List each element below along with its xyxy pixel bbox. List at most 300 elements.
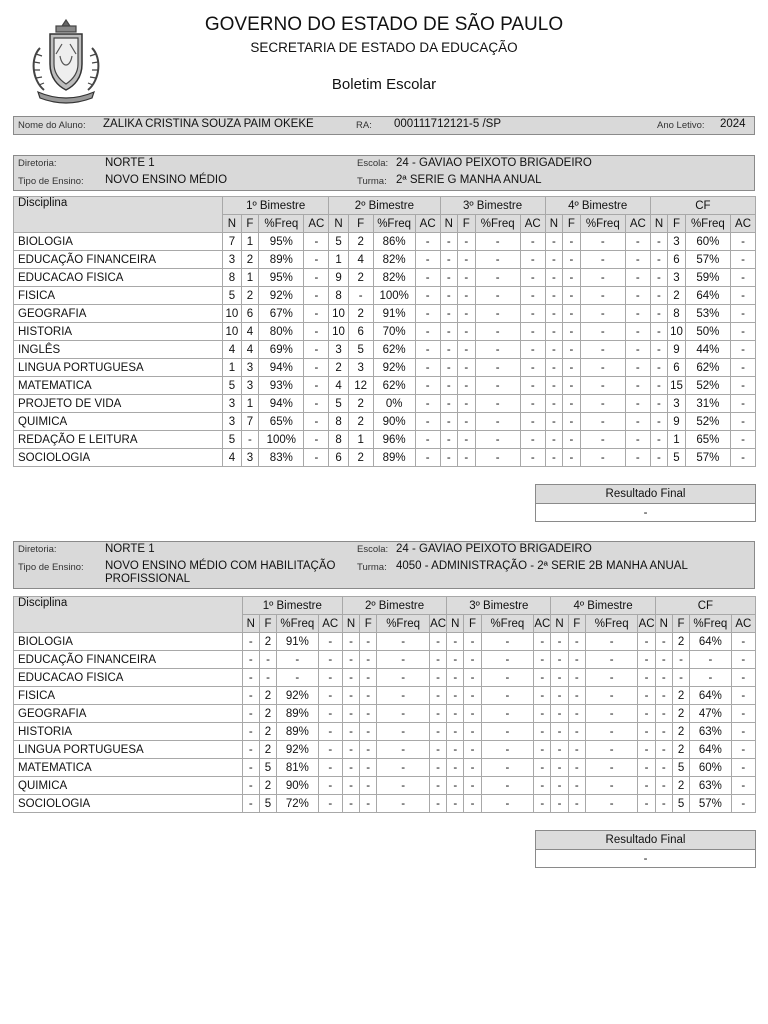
table-row: [14, 687, 756, 705]
grade-cell: -: [655, 669, 672, 687]
grade-cell: 10: [223, 323, 242, 341]
grade-cell: -: [545, 359, 563, 377]
grade-cell: 64%: [690, 687, 731, 705]
grade-cell: 8: [329, 431, 349, 449]
grade-cell: 2: [668, 287, 686, 305]
period-header: 4º Bimestre: [551, 597, 655, 615]
sub-column-header: AC: [731, 615, 755, 633]
sub-column-header: AC: [415, 215, 440, 233]
grade-cell: -: [580, 233, 625, 251]
grade-cell: -: [650, 413, 668, 431]
grade-cell: -: [447, 795, 464, 813]
grade-cell: -: [475, 269, 520, 287]
year-value: 2024: [720, 118, 746, 130]
grade-cell: 60%: [685, 233, 730, 251]
grade-cell: -: [440, 251, 458, 269]
grade-cell: -: [458, 395, 476, 413]
grade-cell: -: [348, 287, 373, 305]
grade-cell: -: [318, 651, 342, 669]
grade-cell: -: [731, 759, 755, 777]
table-row: [14, 323, 756, 341]
grade-cell: -: [568, 777, 585, 795]
grade-cell: -: [377, 741, 430, 759]
grade-cell: 6: [241, 305, 259, 323]
grade-cell: 2: [348, 305, 373, 323]
grade-cell: -: [377, 723, 430, 741]
grade-cell: -: [563, 449, 581, 467]
grade-cell: -: [545, 413, 563, 431]
grade-cell: 31%: [685, 395, 730, 413]
grade-cell: -: [568, 651, 585, 669]
grade-cell: -: [568, 669, 585, 687]
grade-cell: 91%: [373, 305, 415, 323]
discipline-header: Disciplina: [14, 597, 243, 633]
final-result-label: Resultado Final: [536, 831, 755, 850]
table-row: [14, 395, 756, 413]
grade-cell: 2: [259, 687, 276, 705]
grade-cell: -: [458, 233, 476, 251]
grade-cell: -: [545, 377, 563, 395]
grade-cell: 4: [223, 449, 242, 467]
grade-cell: 1: [241, 395, 259, 413]
grade-cell: -: [242, 633, 259, 651]
grade-cell: -: [481, 633, 534, 651]
table-row: [14, 251, 756, 269]
grade-cell: -: [360, 669, 377, 687]
grade-cell: 12: [348, 377, 373, 395]
grade-cell: -: [440, 287, 458, 305]
grade-cell: -: [447, 633, 464, 651]
grade-cell: 5: [668, 449, 686, 467]
grade-cell: 5: [329, 395, 349, 413]
grade-cell: -: [464, 723, 481, 741]
table-row: [14, 669, 756, 687]
grade-cell: 86%: [373, 233, 415, 251]
sub-column-header: N: [329, 215, 349, 233]
grade-cell: -: [242, 723, 259, 741]
student-name-label: Nome do Aluno:: [18, 120, 86, 131]
grade-cell: 3: [223, 413, 242, 431]
grade-cell: -: [625, 431, 650, 449]
grade-cell: -: [585, 723, 638, 741]
sub-column-header: F: [360, 615, 377, 633]
grade-cell: -: [429, 723, 446, 741]
grade-cell: -: [458, 413, 476, 431]
grade-cell: -: [650, 359, 668, 377]
grade-cell: -: [731, 251, 756, 269]
grade-cell: -: [731, 413, 756, 431]
discipline-name: QUIMICA: [14, 413, 223, 431]
grade-cell: -: [520, 323, 545, 341]
grade-cell: -: [585, 741, 638, 759]
sub-column-header: F: [563, 215, 581, 233]
grade-cell: -: [440, 323, 458, 341]
grade-cell: -: [638, 723, 655, 741]
tipo-ensino-label: Tipo de Ensino:: [18, 176, 84, 187]
sub-column-header: %Freq: [690, 615, 731, 633]
grade-cell: -: [731, 323, 756, 341]
grade-cell: 2: [672, 777, 689, 795]
grade-cell: -: [545, 233, 563, 251]
grade-cell: 2: [329, 359, 349, 377]
grade-cell: -: [585, 669, 638, 687]
grade-cell: -: [377, 633, 430, 651]
grade-cell: -: [464, 651, 481, 669]
grade-cell: -: [242, 777, 259, 795]
table-row: [14, 431, 756, 449]
period-header: CF: [650, 197, 755, 215]
grade-cell: -: [342, 777, 359, 795]
grade-cell: -: [464, 687, 481, 705]
grade-cell: -: [481, 723, 534, 741]
grade-cell: 4: [241, 341, 259, 359]
grade-cell: -: [475, 449, 520, 467]
grade-cell: -: [731, 669, 755, 687]
grade-cell: -: [475, 251, 520, 269]
sub-column-header: N: [447, 615, 464, 633]
grade-cell: -: [475, 377, 520, 395]
grade-cell: -: [563, 251, 581, 269]
grade-cell: -: [672, 669, 689, 687]
grade-cell: -: [563, 413, 581, 431]
grade-cell: -: [625, 287, 650, 305]
grade-cell: -: [650, 431, 668, 449]
grade-cell: -: [545, 341, 563, 359]
grade-cell: -: [342, 723, 359, 741]
grade-cell: -: [242, 795, 259, 813]
grades-table-2: [13, 596, 756, 813]
grade-cell: -: [534, 723, 551, 741]
grade-cell: -: [655, 777, 672, 795]
grade-cell: 64%: [690, 741, 731, 759]
grade-cell: 67%: [259, 305, 304, 323]
grade-cell: -: [458, 305, 476, 323]
grade-cell: -: [545, 305, 563, 323]
tipo-ensino-label: Tipo de Ensino:: [18, 562, 84, 573]
escola-value: 24 - GAVIAO PEIXOTO BRIGADEIRO: [396, 543, 592, 555]
grade-cell: -: [731, 795, 755, 813]
grade-cell: -: [475, 395, 520, 413]
grade-cell: 9: [668, 341, 686, 359]
grade-cell: 3: [223, 395, 242, 413]
grade-cell: -: [447, 777, 464, 795]
grade-cell: -: [242, 741, 259, 759]
sub-column-header: F: [672, 615, 689, 633]
grade-cell: -: [563, 233, 581, 251]
grade-cell: -: [318, 705, 342, 723]
grade-cell: -: [650, 233, 668, 251]
grade-cell: 2: [672, 633, 689, 651]
grade-cell: 15: [668, 377, 686, 395]
period-header: 1º Bimestre: [242, 597, 342, 615]
grade-cell: -: [304, 341, 329, 359]
grade-cell: 2: [672, 705, 689, 723]
grade-cell: -: [342, 741, 359, 759]
grade-cell: 80%: [259, 323, 304, 341]
grade-cell: -: [650, 395, 668, 413]
tipo-ensino-value-line1: NOVO ENSINO MÉDIO COM HABILITAÇÃO: [105, 560, 336, 572]
grade-cell: -: [429, 777, 446, 795]
grade-cell: -: [440, 377, 458, 395]
grade-cell: -: [242, 687, 259, 705]
grade-cell: -: [655, 795, 672, 813]
student-info-bar: [13, 116, 755, 135]
sub-column-header: %Freq: [259, 215, 304, 233]
grade-cell: -: [242, 651, 259, 669]
grade-cell: -: [625, 359, 650, 377]
grade-cell: 65%: [685, 431, 730, 449]
sub-column-header: F: [259, 615, 276, 633]
period-header: 3º Bimestre: [447, 597, 551, 615]
grade-cell: 3: [241, 359, 259, 377]
grade-cell: -: [520, 431, 545, 449]
grade-cell: 72%: [277, 795, 318, 813]
grade-cell: -: [440, 269, 458, 287]
sub-column-header: %Freq: [377, 615, 430, 633]
grade-cell: -: [545, 287, 563, 305]
grade-cell: -: [520, 413, 545, 431]
grade-cell: 63%: [690, 723, 731, 741]
grades-table-1: [13, 196, 756, 467]
grade-cell: 92%: [373, 359, 415, 377]
sub-column-header: AC: [520, 215, 545, 233]
grade-cell: 57%: [685, 251, 730, 269]
discipline-name: GEOGRAFIA: [14, 705, 243, 723]
grade-cell: -: [731, 741, 755, 759]
grade-cell: 3: [223, 251, 242, 269]
grade-cell: 95%: [259, 233, 304, 251]
grade-cell: -: [415, 395, 440, 413]
grade-cell: -: [638, 633, 655, 651]
grade-cell: 8: [329, 287, 349, 305]
grade-cell: 5: [672, 759, 689, 777]
grade-cell: 47%: [690, 705, 731, 723]
grade-cell: 89%: [277, 705, 318, 723]
grade-cell: -: [342, 651, 359, 669]
government-title: GOVERNO DO ESTADO DE SÃO PAULO: [204, 14, 564, 35]
grade-cell: -: [638, 741, 655, 759]
grade-cell: -: [672, 651, 689, 669]
grade-cell: 2: [348, 233, 373, 251]
grade-cell: -: [475, 341, 520, 359]
grade-cell: -: [458, 269, 476, 287]
sub-column-header: F: [241, 215, 259, 233]
grade-cell: -: [464, 795, 481, 813]
grade-cell: -: [318, 687, 342, 705]
grade-cell: -: [520, 449, 545, 467]
grade-cell: -: [731, 723, 755, 741]
grade-cell: -: [638, 777, 655, 795]
grade-cell: -: [650, 323, 668, 341]
grade-cell: -: [731, 269, 756, 287]
grade-cell: -: [650, 377, 668, 395]
grade-cell: 2: [348, 269, 373, 287]
grade-cell: -: [638, 795, 655, 813]
grade-cell: -: [534, 759, 551, 777]
discipline-name: EDUCACAO FISICA: [14, 669, 243, 687]
grade-cell: -: [731, 377, 756, 395]
grade-cell: 2: [259, 705, 276, 723]
diretoria-label: Diretoria:: [18, 158, 57, 169]
grade-cell: 69%: [259, 341, 304, 359]
grade-cell: 10: [668, 323, 686, 341]
sub-column-header: N: [242, 615, 259, 633]
grade-cell: -: [429, 741, 446, 759]
grade-cell: -: [447, 687, 464, 705]
period-header: 3º Bimestre: [440, 197, 545, 215]
grade-cell: -: [580, 359, 625, 377]
grade-cell: -: [447, 759, 464, 777]
discipline-name: MATEMATICA: [14, 759, 243, 777]
grade-cell: -: [585, 777, 638, 795]
grade-cell: -: [475, 413, 520, 431]
grade-cell: 83%: [259, 449, 304, 467]
grade-cell: -: [731, 431, 756, 449]
sub-column-header: %Freq: [585, 615, 638, 633]
table-row: [14, 633, 756, 651]
grade-cell: 96%: [373, 431, 415, 449]
grade-cell: -: [377, 705, 430, 723]
grade-cell: -: [568, 723, 585, 741]
grade-cell: -: [625, 395, 650, 413]
grade-cell: -: [415, 269, 440, 287]
discipline-name: BIOLOGIA: [14, 233, 223, 251]
grade-cell: -: [545, 323, 563, 341]
sub-column-header: F: [668, 215, 686, 233]
grade-cell: -: [563, 305, 581, 323]
grade-cell: -: [481, 741, 534, 759]
grade-cell: 10: [329, 305, 349, 323]
grade-cell: -: [650, 287, 668, 305]
grade-cell: -: [429, 687, 446, 705]
sub-column-header: AC: [534, 615, 551, 633]
grade-cell: 50%: [685, 323, 730, 341]
grade-cell: -: [650, 269, 668, 287]
grade-cell: -: [304, 395, 329, 413]
ra-value: 000111712121-5 /SP: [394, 118, 501, 130]
discipline-name: LINGUA PORTUGUESA: [14, 359, 223, 377]
period-header: 2º Bimestre: [342, 597, 446, 615]
grade-cell: -: [481, 705, 534, 723]
grade-cell: -: [551, 741, 568, 759]
grade-cell: 81%: [277, 759, 318, 777]
grade-cell: -: [580, 287, 625, 305]
discipline-name: SOCIOLOGIA: [14, 449, 223, 467]
grade-cell: 94%: [259, 395, 304, 413]
grade-cell: 89%: [373, 449, 415, 467]
grade-cell: 2: [348, 395, 373, 413]
grade-cell: -: [429, 705, 446, 723]
grade-cell: -: [625, 251, 650, 269]
grade-cell: 1: [329, 251, 349, 269]
grade-cell: -: [447, 669, 464, 687]
grade-cell: 3: [241, 449, 259, 467]
discipline-name: GEOGRAFIA: [14, 305, 223, 323]
grade-cell: -: [475, 359, 520, 377]
grade-cell: -: [625, 341, 650, 359]
grade-cell: -: [520, 305, 545, 323]
table-row: [14, 651, 756, 669]
grade-cell: -: [545, 431, 563, 449]
grade-cell: -: [447, 723, 464, 741]
sub-column-header: %Freq: [277, 615, 318, 633]
table-row: [14, 795, 756, 813]
grade-cell: 65%: [259, 413, 304, 431]
grade-cell: 2: [241, 251, 259, 269]
grade-cell: -: [415, 305, 440, 323]
grade-cell: -: [481, 687, 534, 705]
grade-cell: 8: [329, 413, 349, 431]
grade-cell: -: [447, 705, 464, 723]
grade-cell: -: [585, 633, 638, 651]
grade-cell: -: [655, 723, 672, 741]
grade-cell: 70%: [373, 323, 415, 341]
table-row: [14, 759, 756, 777]
table-row: [14, 305, 756, 323]
grade-cell: -: [625, 269, 650, 287]
grade-cell: -: [580, 395, 625, 413]
grade-cell: -: [464, 777, 481, 795]
grade-cell: -: [520, 395, 545, 413]
grade-cell: -: [342, 705, 359, 723]
grade-cell: -: [520, 359, 545, 377]
grade-cell: -: [625, 449, 650, 467]
grade-cell: -: [464, 633, 481, 651]
grade-cell: -: [415, 359, 440, 377]
grade-cell: -: [580, 377, 625, 395]
grade-cell: -: [731, 705, 755, 723]
grade-cell: 3: [668, 269, 686, 287]
sub-column-header: AC: [638, 615, 655, 633]
grade-cell: -: [377, 759, 430, 777]
grade-cell: 57%: [685, 449, 730, 467]
grade-cell: 89%: [259, 251, 304, 269]
period-header: CF: [655, 597, 755, 615]
grade-cell: -: [638, 651, 655, 669]
grade-cell: -: [520, 341, 545, 359]
grade-cell: -: [318, 669, 342, 687]
escola-label: Escola:: [357, 544, 389, 555]
grade-cell: 2: [672, 723, 689, 741]
grade-cell: -: [464, 759, 481, 777]
grade-cell: -: [580, 413, 625, 431]
grade-cell: 5: [672, 795, 689, 813]
grade-cell: 6: [668, 251, 686, 269]
grade-cell: 59%: [685, 269, 730, 287]
grade-cell: -: [377, 687, 430, 705]
discipline-name: EDUCAÇÃO FINANCEIRA: [14, 651, 243, 669]
period-header: 1º Bimestre: [223, 197, 329, 215]
final-result-value: -: [643, 853, 648, 865]
grade-cell: -: [458, 359, 476, 377]
discipline-name: QUIMICA: [14, 777, 243, 795]
grade-cell: 4: [241, 323, 259, 341]
sub-column-header: N: [551, 615, 568, 633]
grade-cell: -: [585, 705, 638, 723]
grade-cell: -: [304, 269, 329, 287]
discipline-name: FISICA: [14, 687, 243, 705]
grade-cell: -: [475, 431, 520, 449]
sub-column-header: N: [440, 215, 458, 233]
grade-cell: -: [377, 795, 430, 813]
grade-cell: -: [731, 651, 755, 669]
grade-cell: -: [534, 687, 551, 705]
grade-cell: -: [568, 741, 585, 759]
grade-cell: -: [440, 449, 458, 467]
grade-cell: -: [534, 669, 551, 687]
grade-cell: -: [415, 449, 440, 467]
period-header: 4º Bimestre: [545, 197, 650, 215]
